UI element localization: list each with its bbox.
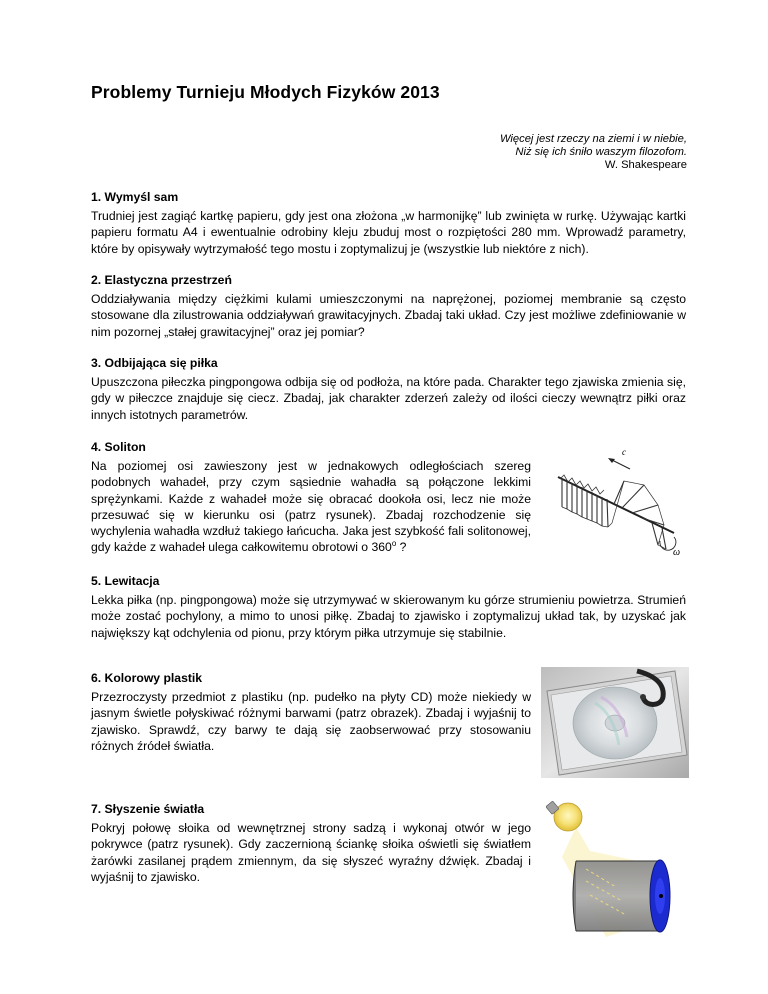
problem-heading: 1. Wymyśl sam xyxy=(91,190,179,204)
epigraph xyxy=(367,133,687,172)
problem-text: Pokryj połowę słoika od wewnętrznej strony sadzą i wykonaj otwór w jego pokrywce (patrz rysunek). Gdy zaczernioną ściankę słoika oświetli się światłem żarówki zasilanej prądem zmiennym, da się słyszeć wyraźny dźwięk. Zbadaj i wyjaśnij to zjawisko. xyxy=(91,821,531,884)
epigraph-line-1: Więcej jest rzeczy na ziemi i w niebie, xyxy=(499,133,687,145)
epigraph-line-2: Niż się ich śniło waszym filozofom. xyxy=(515,146,687,158)
jar-and-bulb-figure xyxy=(546,797,696,942)
problem-text: Upuszczona piłeczka pingpongowa odbija się od podłoża, na które pada. Charakter tego zjawiska zmienia się, gdy w piłeczce znajduje się ciecz. Zbadaj, jak charakter zderzeń zależy od ilości cieczy wewnątrz piłki oraz innych istotnych parametrów. xyxy=(91,375,686,422)
problem-heading: 7. Słyszenie światła xyxy=(91,802,205,816)
problem-5 xyxy=(91,573,686,641)
problem-6 xyxy=(91,670,531,754)
problem-heading: 6. Kolorowy plastik xyxy=(91,671,203,685)
problem-text: Oddziaływania między ciężkimi kulami umieszczonymi na naprężonej, poziomej membranie są często stosowane dla zilustrowania oddziaływań grawitacyjnych. Zbadaj taki układ. Czy jest możliwe zdefiniowanie w nim pozornej „stałej grawitacyjnej” oraz jej pomiar? xyxy=(91,292,686,339)
figure-label-c: c xyxy=(622,447,626,457)
problem-4 xyxy=(91,439,531,556)
problem-text: Przezroczysty przedmiot z plastiku (np. pudełko na płyty CD) może niekiedy w jasnym świetle połyskiwać różnymi barwami (patrz obrazek). Zbadaj i wyjaśnij to zjawisko. Sprawdź, czy barwy te dają się zaobserwować przy stosowaniu różnych źródeł światła. xyxy=(91,690,531,753)
problem-text: Lekka piłka (np. pingpongowa) może się utrzymywać w skierowanym ku górze strumieniu powietrza. Strumień może zostać pochylony, a mimo to unosi piłkę. Zbadaj to zjawisko i zoptymalizuj układ tak, by uzyskać jak największy kąt odchylenia od pionu, przy którym piłka utrzymuje się stabilnie. xyxy=(91,593,686,640)
soliton-pendulum-chain-figure xyxy=(552,441,690,559)
problem-heading: 3. Odbijająca się piłka xyxy=(91,356,218,370)
cd-case-photo xyxy=(541,667,689,778)
page-title: Problemy Turnieju Młodych Fizyków 2013 xyxy=(91,82,440,102)
problem-heading: 4. Soliton xyxy=(91,440,146,454)
problem-1 xyxy=(91,189,686,257)
problem-heading: 2. Elastyczna przestrzeń xyxy=(91,273,232,287)
problem-text: Trudniej jest zagiąć kartkę papieru, gdy jest ona złożona „w harmonijkę” lub zwinięta w rurkę. Używając kartki papieru formatu A4 i ewentualnie odrobiny kleju zbuduj most o rozpiętości 280 mm. Wprowadź parametry, które by opisywały wytrzymałość tego mostu i zoptymalizuj je (wszystkie lub niektóre z nich). xyxy=(91,209,686,256)
problem-3 xyxy=(91,355,686,423)
problem-text xyxy=(91,458,531,556)
epigraph-author: W. Shakespeare xyxy=(604,159,687,171)
lid-hole xyxy=(659,894,663,898)
problem-text-tail: ? xyxy=(396,540,407,555)
problem-7 xyxy=(91,801,531,885)
degree-sup: o xyxy=(391,539,397,549)
problem-text-body: Na poziomej osi zawieszony jest w jednakowych odległościach szereg podobnych wahadeł, przy czym sąsiednie wahadła są połączone lekkimi sprężynkami. Każde z wahadeł może się obracać dookoła osi, lecz nie może przesuwać się w kierunku osi (patrz rysunek). Zbadaj rozchodzenie się wychylenia wahadła wzdłuż takiego łańcucha. Jaka jest szybkość fali solitonowej, gdy każde z wahadeł ulega całkowitemu obrotowi o 360 xyxy=(91,459,531,555)
problem-heading: 5. Lewitacja xyxy=(91,574,160,588)
problem-2 xyxy=(91,272,686,340)
figure-label-omega: ω xyxy=(673,547,681,558)
